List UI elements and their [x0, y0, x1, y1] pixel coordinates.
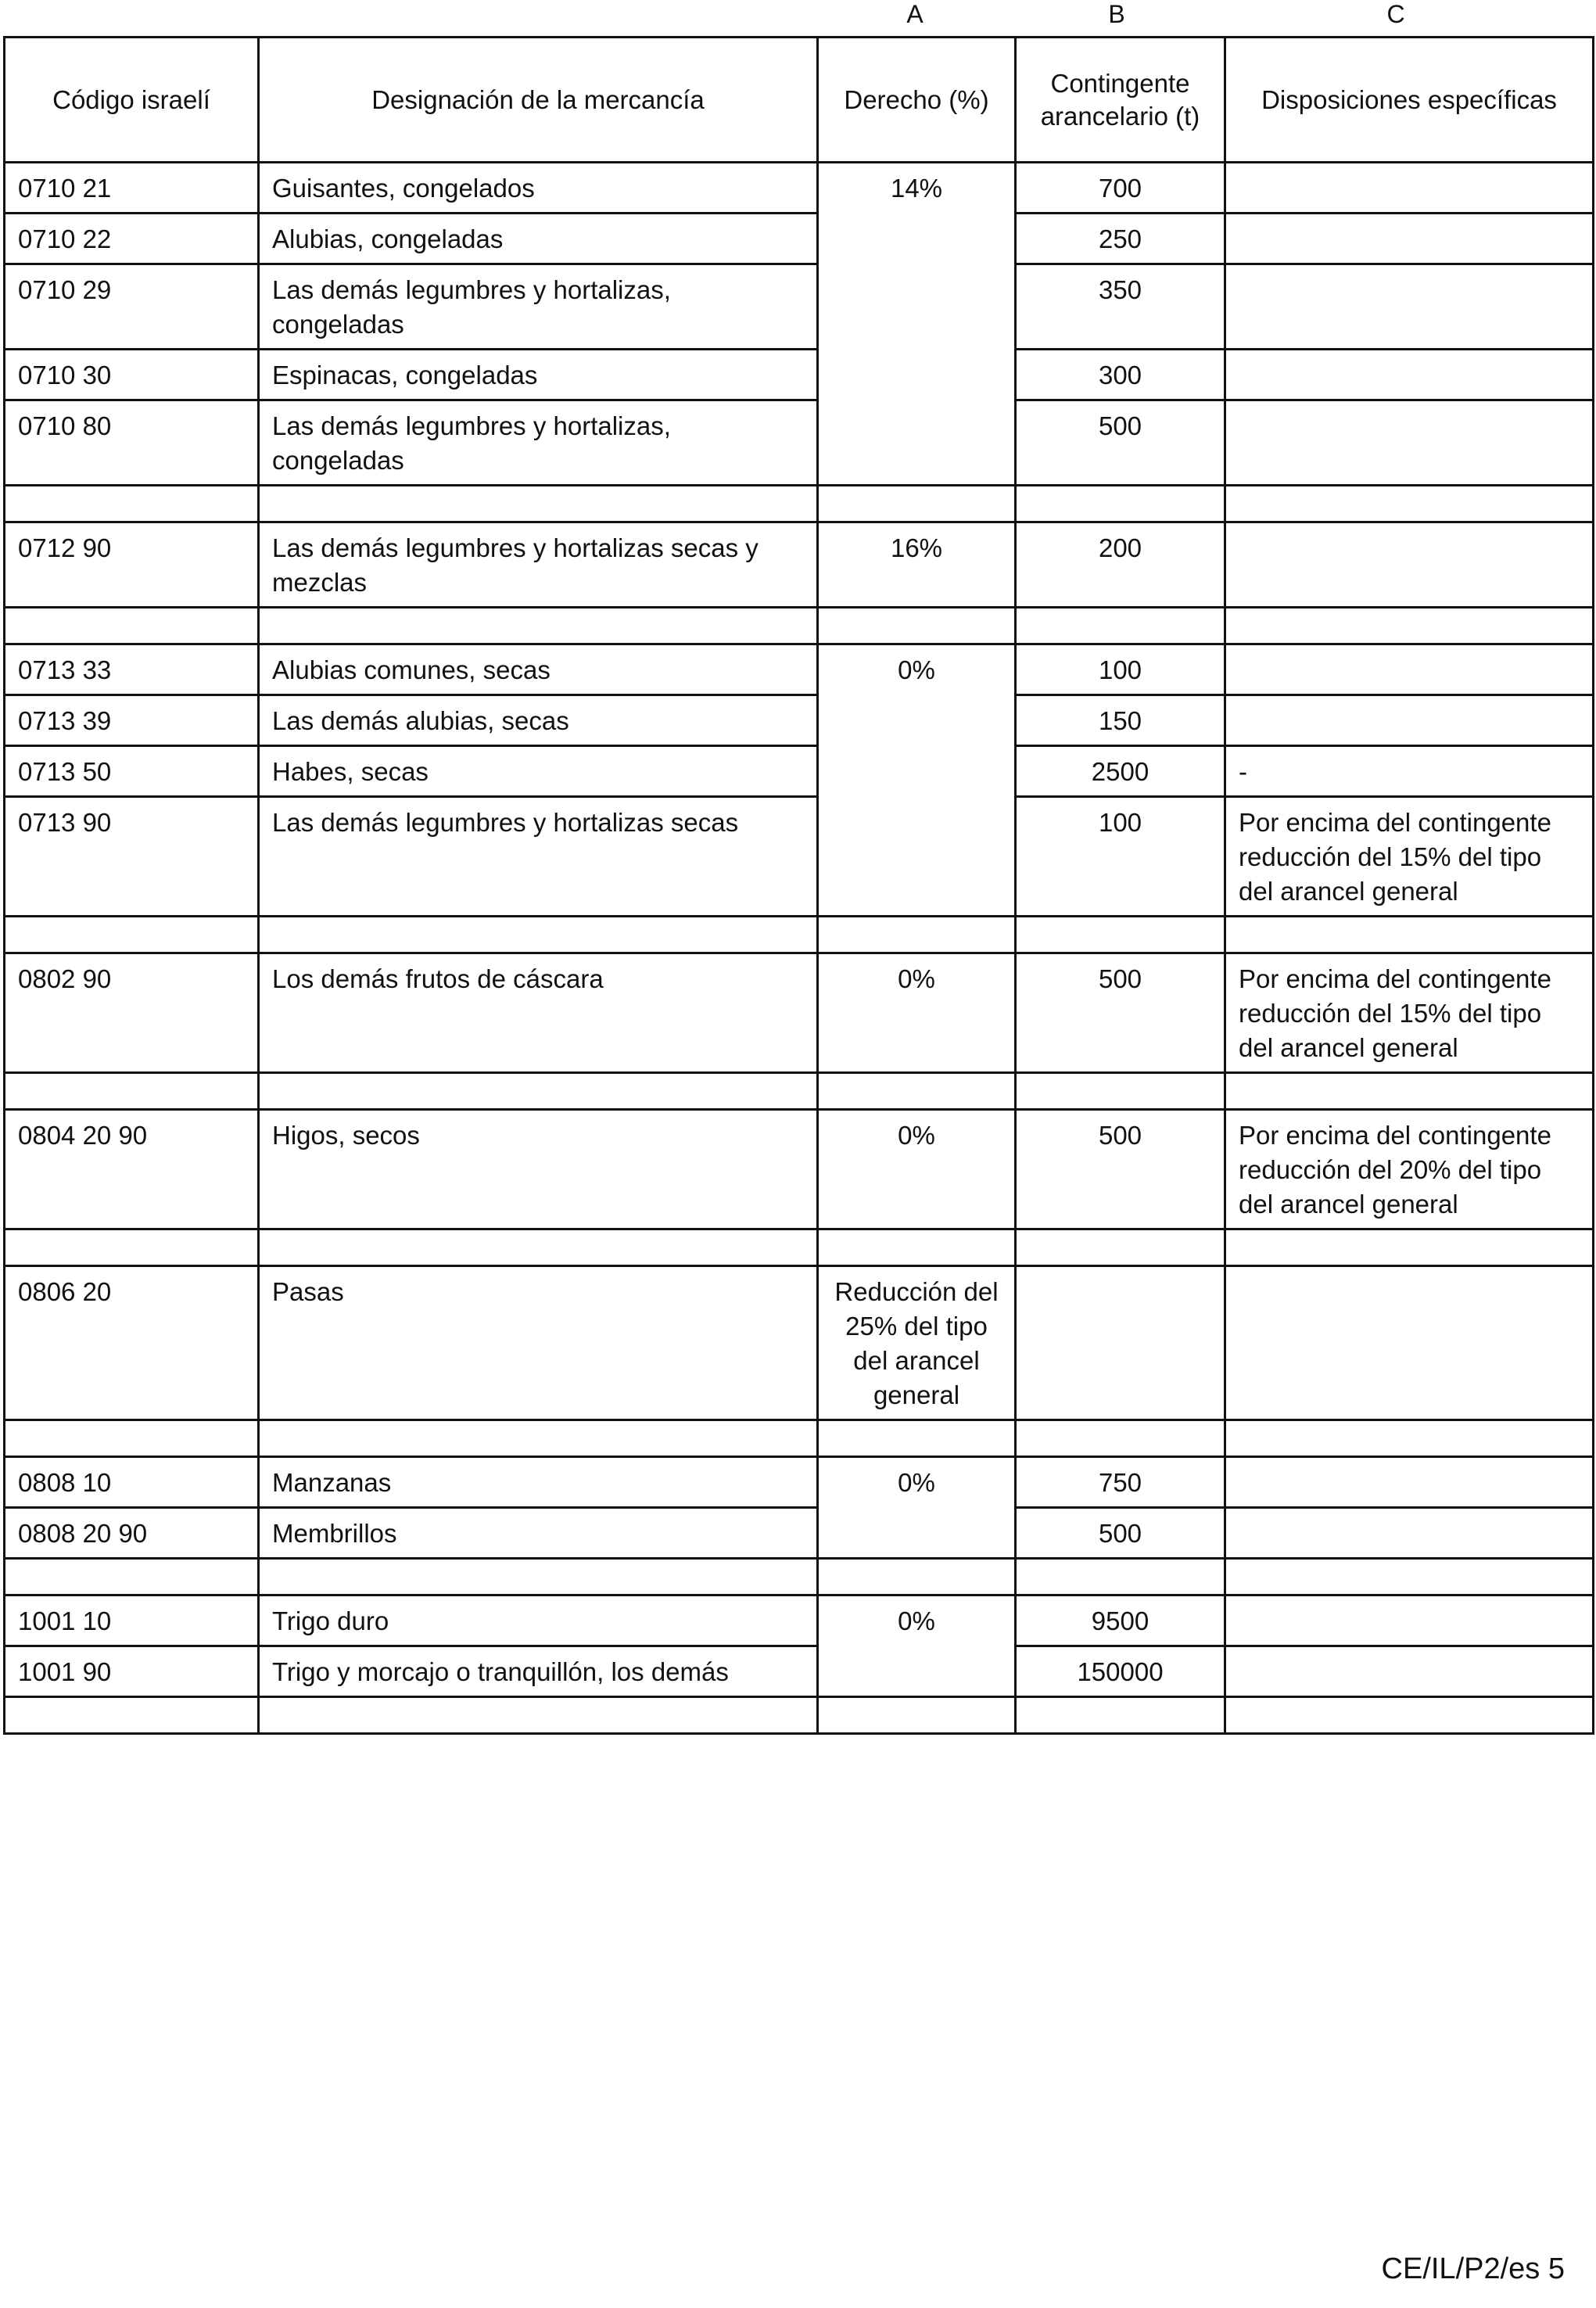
tariff-quota: 500	[1016, 953, 1225, 1073]
blank-cell	[818, 1073, 1016, 1110]
specific-provision: Por encima del contingente reducción del 15% del tipo del arancel general	[1225, 797, 1594, 917]
blank-cell	[5, 486, 259, 522]
blank-cell	[1225, 1420, 1594, 1457]
specific-provision	[1225, 350, 1594, 400]
duty-rate: 0%	[818, 1110, 1016, 1229]
blank-cell	[5, 1420, 259, 1457]
specific-provision	[1225, 695, 1594, 746]
goods-designation: Alubias comunes, secas	[259, 644, 818, 695]
table-row	[5, 953, 1594, 1073]
goods-designation: Pasas	[259, 1266, 818, 1420]
tariff-code: 0710 21	[5, 163, 259, 214]
duty-rate: 0%	[818, 1457, 1016, 1559]
tariff-quota	[1016, 1266, 1225, 1420]
blank-cell	[259, 486, 818, 522]
duty-rate: 0%	[818, 1595, 1016, 1697]
tariff-code: 0804 20 90	[5, 1110, 259, 1229]
blank-cell	[5, 608, 259, 644]
tariff-code: 1001 10	[5, 1595, 259, 1646]
specific-provision	[1225, 1508, 1594, 1559]
goods-designation: Higos, secos	[259, 1110, 818, 1229]
tariff-quota: 150	[1016, 695, 1225, 746]
blank-separator-row	[5, 1697, 1594, 1734]
goods-designation: Los demás frutos de cáscara	[259, 953, 818, 1073]
duty-rate: 16%	[818, 522, 1016, 608]
tariff-quota: 100	[1016, 644, 1225, 695]
table-row	[5, 1457, 1594, 1508]
blank-cell	[5, 917, 259, 953]
column-letter-row	[0, 0, 1596, 31]
blank-cell	[1016, 486, 1225, 522]
table-row	[5, 522, 1594, 608]
blank-cell	[1225, 1559, 1594, 1595]
tariff-code: 0710 30	[5, 350, 259, 400]
table-row	[5, 644, 1594, 695]
goods-designation: Trigo duro	[259, 1595, 818, 1646]
table-row	[5, 1266, 1594, 1420]
tariff-quota: 500	[1016, 400, 1225, 486]
header-designation: Designación de la mercancía	[259, 38, 818, 163]
tariff-quota: 9500	[1016, 1595, 1225, 1646]
blank-separator-row	[5, 1559, 1594, 1595]
tariff-code: 0712 90	[5, 522, 259, 608]
blank-cell	[818, 1229, 1016, 1266]
table-row	[5, 695, 1594, 746]
blank-cell	[5, 1073, 259, 1110]
table-row	[5, 350, 1594, 400]
blank-separator-row	[5, 1229, 1594, 1266]
tariff-quota-table	[3, 36, 1594, 1735]
blank-cell	[259, 608, 818, 644]
specific-provision: Por encima del contingente reducción del 20% del tipo del arancel general	[1225, 1110, 1594, 1229]
blank-cell	[1225, 1697, 1594, 1734]
table-row	[5, 163, 1594, 214]
blank-cell	[818, 1697, 1016, 1734]
blank-cell	[1225, 917, 1594, 953]
blank-cell	[5, 1229, 259, 1266]
blank-cell	[1225, 486, 1594, 522]
blank-cell	[259, 1073, 818, 1110]
duty-rate: 0%	[818, 953, 1016, 1073]
duty-rate: 14%	[818, 163, 1016, 486]
goods-designation: Las demás alubias, secas	[259, 695, 818, 746]
tariff-code: 1001 90	[5, 1646, 259, 1697]
tariff-quota: 100	[1016, 797, 1225, 917]
tariff-code: 0713 50	[5, 746, 259, 797]
goods-designation: Habes, secas	[259, 746, 818, 797]
document-reference: CE/IL/P2/es 5	[1381, 2252, 1565, 2285]
blank-cell	[1016, 1697, 1225, 1734]
blank-cell	[1225, 608, 1594, 644]
blank-cell	[5, 1559, 259, 1595]
table-row	[5, 1508, 1594, 1559]
goods-designation: Las demás legumbres y hortalizas, congeladas	[259, 400, 818, 486]
column-letter-c: C	[1386, 0, 1405, 28]
column-letter-a: A	[906, 0, 924, 28]
blank-cell	[1225, 1229, 1594, 1266]
tariff-code: 0710 29	[5, 264, 259, 350]
header-code: Código israelí	[5, 38, 259, 163]
tariff-code: 0713 39	[5, 695, 259, 746]
tariff-quota: 500	[1016, 1508, 1225, 1559]
specific-provision	[1225, 1646, 1594, 1697]
table-row	[5, 1646, 1594, 1697]
table-row	[5, 264, 1594, 350]
tariff-code: 0713 90	[5, 797, 259, 917]
table-row	[5, 214, 1594, 264]
goods-designation: Las demás legumbres y hortalizas secas	[259, 797, 818, 917]
tariff-code: 0713 33	[5, 644, 259, 695]
tariff-quota: 250	[1016, 214, 1225, 264]
blank-cell	[818, 917, 1016, 953]
blank-cell	[259, 1697, 818, 1734]
blank-cell	[259, 917, 818, 953]
table-row	[5, 746, 1594, 797]
duty-rate: Reducción del 25% del tipo del arancel general	[818, 1266, 1016, 1420]
blank-cell	[1016, 1073, 1225, 1110]
specific-provision	[1225, 400, 1594, 486]
header-duty: Derecho (%)	[818, 38, 1016, 163]
blank-cell	[818, 608, 1016, 644]
tariff-quota: 350	[1016, 264, 1225, 350]
tariff-quota: 150000	[1016, 1646, 1225, 1697]
tariff-code: 0806 20	[5, 1266, 259, 1420]
tariff-code: 0710 80	[5, 400, 259, 486]
blank-separator-row	[5, 1073, 1594, 1110]
blank-cell	[259, 1229, 818, 1266]
blank-cell	[1016, 1229, 1225, 1266]
blank-cell	[259, 1420, 818, 1457]
specific-provision: Por encima del contingente reducción del 15% del tipo del arancel general	[1225, 953, 1594, 1073]
tariff-code: 0802 90	[5, 953, 259, 1073]
blank-separator-row	[5, 608, 1594, 644]
blank-cell	[1016, 1559, 1225, 1595]
specific-provision	[1225, 522, 1594, 608]
column-letter-b: B	[1108, 0, 1125, 28]
tariff-code: 0808 20 90	[5, 1508, 259, 1559]
goods-designation: Espinacas, congeladas	[259, 350, 818, 400]
specific-provision	[1225, 214, 1594, 264]
specific-provision	[1225, 644, 1594, 695]
tariff-quota: 700	[1016, 163, 1225, 214]
table-row	[5, 797, 1594, 917]
blank-cell	[1016, 1420, 1225, 1457]
specific-provision	[1225, 1266, 1594, 1420]
table-header-row	[5, 38, 1594, 163]
goods-designation: Trigo y morcajo o tranquillón, los demás	[259, 1646, 818, 1697]
blank-cell	[818, 1420, 1016, 1457]
goods-designation: Las demás legumbres y hortalizas, congeladas	[259, 264, 818, 350]
blank-separator-row	[5, 1420, 1594, 1457]
tariff-quota: 750	[1016, 1457, 1225, 1508]
tariff-quota: 2500	[1016, 746, 1225, 797]
blank-cell	[818, 486, 1016, 522]
goods-designation: Alubias, congeladas	[259, 214, 818, 264]
blank-cell	[1016, 608, 1225, 644]
blank-separator-row	[5, 486, 1594, 522]
table-row	[5, 1595, 1594, 1646]
tariff-quota: 300	[1016, 350, 1225, 400]
goods-designation: Manzanas	[259, 1457, 818, 1508]
table-row	[5, 1110, 1594, 1229]
blank-cell	[259, 1559, 818, 1595]
tariff-quota: 200	[1016, 522, 1225, 608]
tariff-code: 0808 10	[5, 1457, 259, 1508]
tariff-quota: 500	[1016, 1110, 1225, 1229]
blank-cell	[818, 1559, 1016, 1595]
specific-provision	[1225, 1595, 1594, 1646]
specific-provision	[1225, 163, 1594, 214]
blank-cell	[1016, 917, 1225, 953]
specific-provision: -	[1225, 746, 1594, 797]
blank-cell	[5, 1697, 259, 1734]
header-quota: Contingente arancelario (t)	[1016, 38, 1225, 163]
header-provisions: Disposiciones específicas	[1225, 38, 1594, 163]
goods-designation: Las demás legumbres y hortalizas secas y mezclas	[259, 522, 818, 608]
blank-cell	[1225, 1073, 1594, 1110]
table-row	[5, 400, 1594, 486]
duty-rate: 0%	[818, 644, 1016, 917]
table-body	[5, 163, 1594, 1734]
tariff-code: 0710 22	[5, 214, 259, 264]
goods-designation: Guisantes, congelados	[259, 163, 818, 214]
goods-designation: Membrillos	[259, 1508, 818, 1559]
specific-provision	[1225, 1457, 1594, 1508]
blank-separator-row	[5, 917, 1594, 953]
specific-provision	[1225, 264, 1594, 350]
